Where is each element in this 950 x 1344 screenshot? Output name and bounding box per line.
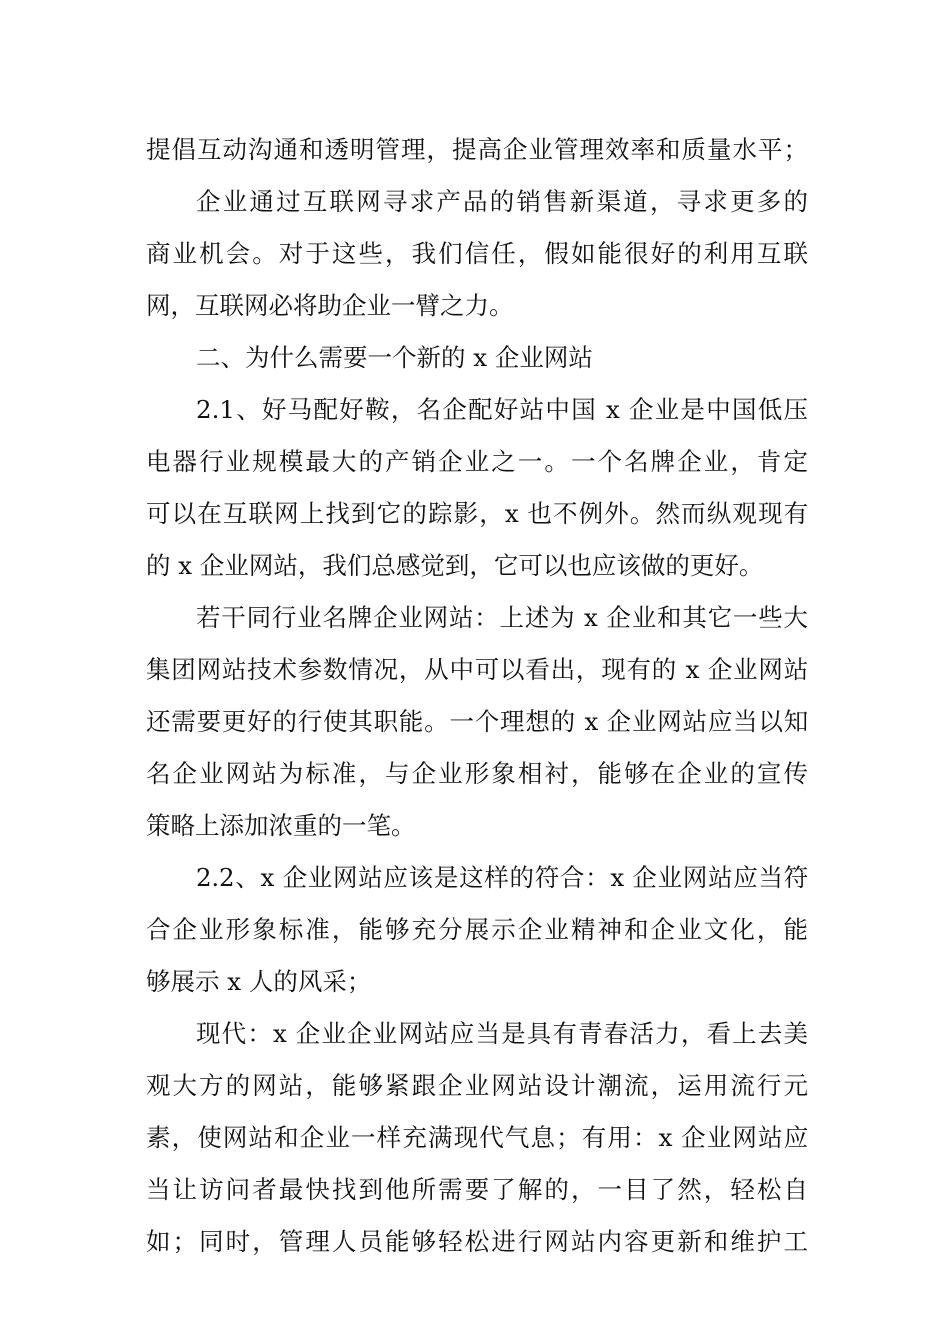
text-line: 如；同时，管理人员能够轻松进行网站内容更新和维护工 [146, 1227, 808, 1256]
text-line: 2.2、x 企业网站应该是这样的符合：x 企业网站应当符 [196, 863, 808, 892]
text-line: 若干同行业名牌企业网站：上述为 x 企业和其它一些大 [196, 603, 808, 632]
body-text [146, 124, 808, 1268]
text-line: 可以在互联网上找到它的踪影，x 也不例外。然而纵观现有 [146, 499, 808, 528]
text-line: 策略上添加浓重的一笔。 [146, 811, 416, 840]
text-line: 合企业形象标准，能够充分展示企业精神和企业文化，能 [146, 915, 808, 944]
text-line: 提倡互动沟通和透明管理，提高企业管理效率和质量水平； [146, 135, 808, 164]
text-line: 当让访问者最快找到他所需要了解的，一目了然，轻松自 [146, 1175, 808, 1204]
text-line: 够展示 x 人的风采； [146, 967, 372, 996]
text-line: 观大方的网站，能够紧跟企业网站设计潮流，运用流行元 [146, 1071, 808, 1100]
text-line: 企业通过互联网寻求产品的销售新渠道，寻求更多的 [196, 187, 808, 216]
text-line: 商业机会。对于这些，我们信任，假如能很好的利用互联 [146, 239, 808, 268]
text-line: 电器行业规模最大的产销企业之一。一个名牌企业，肯定 [146, 447, 808, 476]
section-heading: 二、为什么需要一个新的 x 企业网站 [196, 343, 593, 372]
text-line: 还需要更好的行使其职能。一个理想的 x 企业网站应当以知 [146, 707, 808, 736]
text-line: 的 x 企业网站，我们总感觉到，它可以也应该做的更好。 [146, 551, 764, 580]
text-line: 素，使网站和企业一样充满现代气息；有用：x 企业网站应 [146, 1123, 808, 1152]
text-line: 网，互联网必将助企业一臂之力。 [146, 291, 514, 320]
text-line: 名企业网站为标准，与企业形象相衬，能够在企业的宣传 [146, 759, 808, 788]
text-line: 现代：x 企业企业网站应当是具有青春活力，看上去美 [196, 1019, 808, 1048]
text-line: 集团网站技术参数情况，从中可以看出，现有的 x 企业网站 [146, 655, 808, 684]
text-line: 2.1、好马配好鞍，名企配好站中国 x 企业是中国低压 [196, 395, 808, 424]
